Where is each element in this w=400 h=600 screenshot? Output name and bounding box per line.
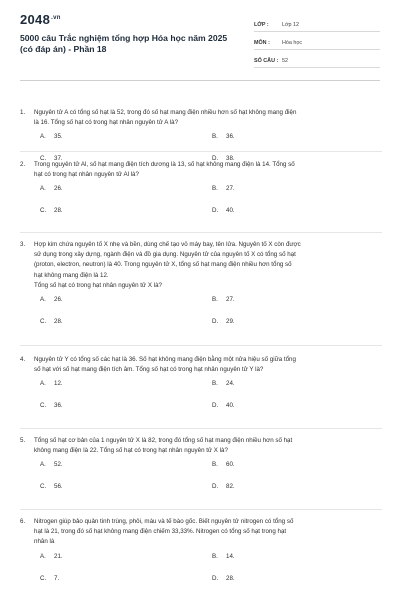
option-a[interactable] (40, 553, 212, 560)
document-title: 5000 câu Trắc nghiệm tổng hợp Hóa học năm 2025 (có đáp án) - Phần 18 (20, 33, 228, 54)
question-line: là 16. Tổng số hạt có trong hạt nhân nguyên tử A là? (34, 119, 179, 127)
option-letter: C. (40, 207, 47, 215)
option-letter: C. (40, 155, 47, 163)
option-text: 7. (54, 574, 60, 582)
question-number: 4. (20, 356, 26, 363)
meta-count-row (254, 50, 380, 68)
question-number: 1. (20, 109, 26, 116)
option-letter: A. (40, 185, 46, 193)
logo-text: 2048 (20, 12, 51, 27)
option-c[interactable] (40, 207, 212, 214)
question-stem (20, 355, 382, 375)
question-number: 5. (20, 437, 26, 444)
option-text: 26. (54, 296, 63, 304)
option-c[interactable] (40, 402, 212, 409)
option-b[interactable] (212, 553, 384, 560)
question-stem (20, 436, 382, 456)
option-text: 29. (226, 318, 235, 326)
answer-options (40, 553, 382, 582)
option-d[interactable] (212, 575, 384, 582)
option-b[interactable] (212, 133, 384, 140)
question-number: 3. (20, 241, 26, 248)
question-number: 6. (20, 518, 26, 525)
meta-subject-row (254, 32, 380, 50)
question-line: hạt không mang điện là 12. (34, 271, 109, 279)
question-stem (20, 160, 382, 180)
question-line: Tổng số hạt cơ bản của 1 nguyên tử X là 82, trong đó tổng số hạt mang điện nhiều hơn số hạt (34, 437, 293, 444)
question-line: không mang điện là 22. Tổng số hạt có trong hạt nhân nguyên tử X là? (34, 447, 228, 455)
option-letter: D. (212, 574, 219, 582)
answer-options (40, 133, 382, 162)
option-letter: A. (40, 133, 46, 141)
question-divider (20, 232, 382, 233)
meta-subject-label: MÔN : (254, 40, 270, 46)
option-a[interactable] (40, 380, 212, 387)
question-line: hạt là 21, trong đó số hạt không mang điện chiếm 33,33%. Nitrogen có tổng số hạt trong hạt (34, 528, 287, 536)
question-line: (proton, electron, neutron) là 40. Trong nguyên tử X, tổng số hạt mang điện nhiều hơn tổng số (34, 261, 292, 269)
option-letter: C. (40, 402, 47, 410)
question-4 (20, 355, 382, 409)
meta-class-value: Lớp 12 (282, 22, 300, 28)
option-text: 82. (226, 483, 235, 491)
option-b[interactable] (212, 461, 384, 468)
option-text: 27. (226, 296, 235, 304)
option-b[interactable] (212, 296, 384, 303)
question-2 (20, 160, 382, 214)
option-b[interactable] (212, 185, 384, 192)
option-text: 28. (226, 574, 235, 582)
question-text (34, 436, 382, 456)
question-divider (20, 151, 382, 152)
question-divider (20, 345, 382, 346)
option-letter: B. (212, 133, 218, 141)
option-text: 24. (226, 380, 235, 388)
option-letter: D. (212, 207, 219, 215)
option-text: 26. (54, 185, 63, 193)
question-divider (20, 428, 382, 429)
meta-class-label: LỚP : (254, 22, 269, 28)
option-letter: B. (212, 552, 218, 560)
answer-options (40, 380, 382, 409)
option-text: 36. (54, 402, 63, 410)
option-c[interactable] (40, 318, 212, 325)
option-c[interactable] (40, 483, 212, 490)
meta-count-value: 52 (282, 58, 288, 64)
logo-domain: .vn (51, 14, 61, 21)
question-line: Nitrogen giúp bảo quản tinh trùng, phôi, máu và tế bào gốc. Biết nguyên tử nitrogen có tổng số (34, 518, 294, 525)
option-text: 38. (226, 155, 235, 163)
answer-options (40, 461, 382, 490)
option-text: 21. (54, 552, 63, 560)
question-line: Nguyên tử A có tổng số hạt là 52, trong đó số hạt mang điện nhiều hơn số hạt không mang điện (34, 109, 297, 116)
option-text: 14. (226, 552, 235, 560)
question-1 (20, 108, 382, 162)
option-text: 60. (226, 461, 235, 469)
answer-options (40, 185, 382, 214)
question-line: Trong nguyên tử Al, số hạt mang điện tích dương là 13, số hạt không mang điện là 14. Tổng số (34, 161, 295, 168)
document-meta (254, 14, 380, 68)
option-a[interactable] (40, 296, 212, 303)
answer-options (40, 296, 382, 325)
question-line: Tổng số hạt có trong hạt nhân nguyên tử X là? (34, 281, 162, 289)
meta-count-label: SỐ CÂU : (254, 58, 279, 64)
option-letter: A. (40, 380, 46, 388)
option-d[interactable] (212, 483, 384, 490)
question-text (34, 108, 382, 128)
option-text: 27. (226, 185, 235, 193)
option-b[interactable] (212, 380, 384, 387)
header-divider (20, 80, 380, 81)
option-letter: B. (212, 185, 218, 193)
question-line: Hợp kim chứa nguyên tố X nhẹ và bền, dùng chế tạo vỏ máy bay, tên lửa. Nguyên tố X còn được (34, 241, 301, 248)
meta-class-row (254, 14, 380, 32)
question-line: Nguyên tử Y có tổng số các hạt là 36. Số hạt không mang điện bằng một nửa hiệu số giữa tổng (34, 356, 296, 363)
option-a[interactable] (40, 185, 212, 192)
question-divider (20, 509, 382, 510)
option-text: 40. (226, 207, 235, 215)
option-letter: D. (212, 318, 219, 326)
option-letter: A. (40, 552, 46, 560)
question-text (34, 355, 382, 375)
question-line: nhân là (34, 538, 55, 546)
option-text: 37. (54, 155, 63, 163)
option-text: 12. (54, 380, 63, 388)
question-line: sử dụng trong xây dựng, ngành điện và đồ gia dụng. Nguyên tử của nguyên tố X có tổng số hạt (34, 251, 296, 259)
question-6 (20, 517, 382, 582)
meta-subject-value: Hóa học (282, 40, 303, 46)
option-text: 40. (226, 402, 235, 410)
site-logo[interactable] (20, 12, 61, 27)
option-text: 28. (54, 318, 63, 326)
option-letter: D. (212, 155, 219, 163)
option-letter: C. (40, 318, 47, 326)
option-d[interactable] (212, 402, 384, 409)
option-letter: B. (212, 380, 218, 388)
question-number: 2. (20, 161, 26, 168)
option-a[interactable] (40, 133, 212, 140)
question-line: hạt có trong hạt nhân nguyên tử Al là? (34, 171, 139, 179)
option-letter: C. (40, 574, 47, 582)
option-text: 56. (54, 483, 63, 491)
option-text: 52. (54, 461, 63, 469)
question-stem (20, 108, 382, 128)
option-c[interactable] (40, 575, 212, 582)
option-text: 35. (54, 133, 63, 141)
question-5 (20, 436, 382, 490)
page-header (0, 0, 400, 78)
option-text: 36. (226, 133, 235, 141)
option-letter: A. (40, 461, 46, 469)
option-letter: D. (212, 402, 219, 410)
question-3 (20, 240, 382, 325)
question-text (34, 160, 382, 180)
option-letter: D. (212, 483, 219, 491)
question-text (34, 240, 382, 291)
option-letter: B. (212, 296, 218, 304)
option-letter: C. (40, 483, 47, 491)
question-text (34, 517, 382, 548)
option-d[interactable] (212, 318, 384, 325)
option-letter: B. (212, 461, 218, 469)
option-a[interactable] (40, 461, 212, 468)
question-stem (20, 240, 382, 291)
option-text: 28. (54, 207, 63, 215)
question-stem (20, 517, 382, 548)
option-d[interactable] (212, 207, 384, 214)
option-letter: A. (40, 296, 46, 304)
question-line: số hạt với số hạt mang điện tích âm. Tổng số hạt có trong hạt nhân nguyên tử Y là? (34, 366, 264, 374)
